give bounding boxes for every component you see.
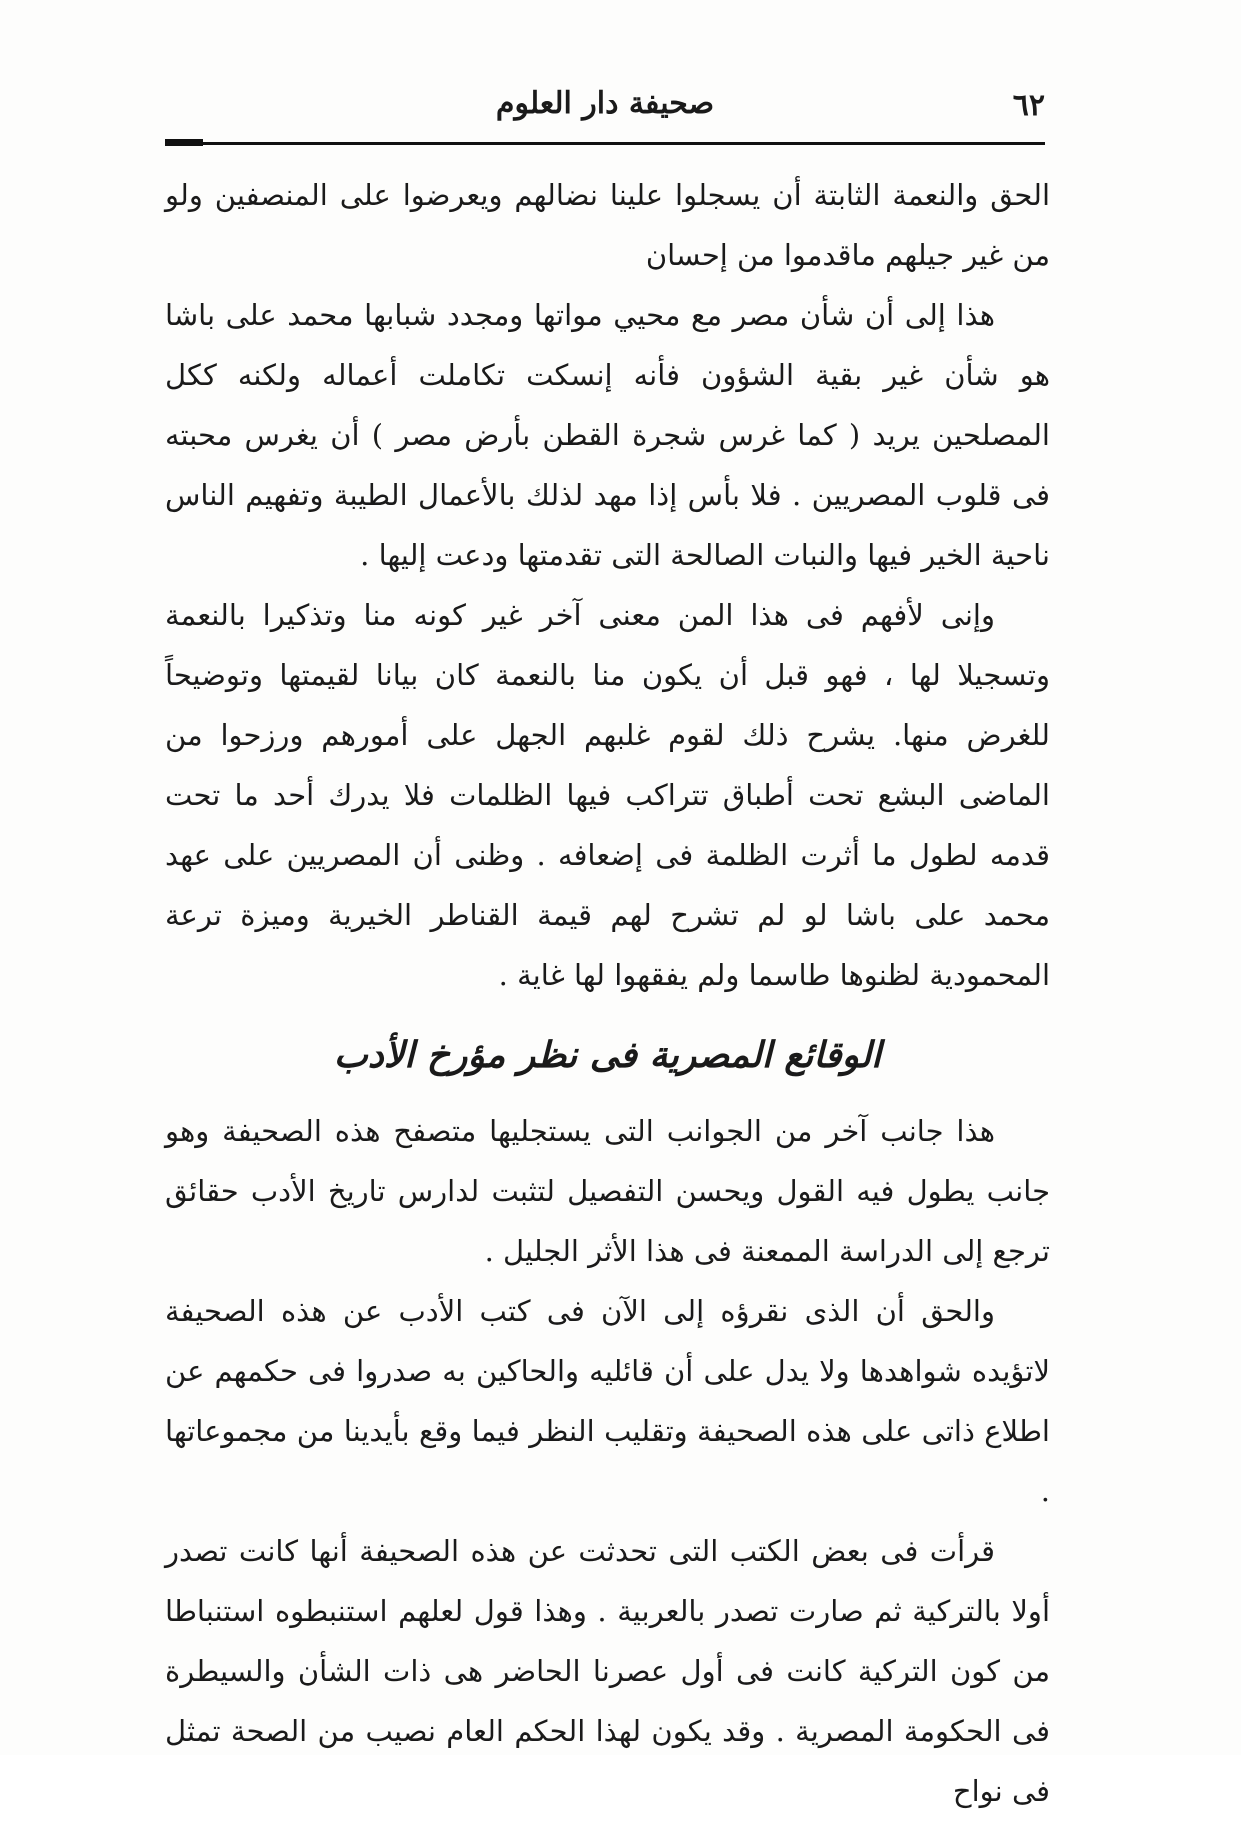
- paragraph: هذا إلى أن شأن مصر مع محيي مواتها ومجدد شبابها محمد على باشا هو شأن غير بقية الشؤون فأنه إنسكت تكاملت أعماله ولكنه ككل المصلحين يريد ( كما غرس شجرة القطن بأرض مصر ) أن يغرس محبته فى قلوب المصريين . فلا بأس إذا مهد لذلك بالأعمال الطيبة وتفهيم الناس ناحية الخير فيها والنبات الصالحة التى تقدمتها ودعت إليها .: [165, 298, 1050, 572]
- paragraph: قرأت فى بعض الكتب التى تحدثت عن هذه الصحيفة أنها كانت تصدر أولا بالتركية ثم صارت تصدر بالعربية . وهذا قول لعلهم استنبطوه استنباطا من كون التركية كانت فى أول عصرنا الحاضر هى ذات الشأن والسيطرة فى الحكومة المصرية . وقد يكون لهذا الحكم العام نصيب من الصحة تمثل فى نواح: [165, 1534, 1050, 1808]
- paragraph: الحق والنعمة الثابتة أن يسجلوا علينا نضالهم ويعرضوا على المنصفين ولو من غير جيلهم ماقدموا من إحسان: [165, 178, 1050, 272]
- header-rule: [165, 142, 1045, 145]
- paragraph: والحق أن الذى نقرؤه إلى الآن فى كتب الأدب عن هذه الصحيفة لاتؤيده شواهدها ولا يدل على أن قائليه والحاكين به صدروا فى حكمهم عن اطلاع ذاتى على هذه الصحيفة وتقليب النظر فيما وقع بأيدينا من مجموعاتها .: [165, 1294, 1050, 1508]
- page-number: ٦٢: [1012, 88, 1045, 123]
- body-text: [165, 165, 1050, 1821]
- header-rule-tick: [165, 139, 203, 146]
- page-header: [165, 82, 1045, 132]
- section-heading: الوقائع المصرية فى نظر مؤرخ الأدب: [333, 1034, 882, 1076]
- paragraph: هذا جانب آخر من الجوانب التى يستجليها متصفح هذه الصحيفة وهو جانب يطول فيه القول ويحسن التفصيل لتثبت لدارس تاريخ الأدب حقائق ترجع إلى الدراسة الممعنة فى هذا الأثر الجليل .: [165, 1114, 1050, 1268]
- paragraph: وإنى لأفهم فى هذا المن معنى آخر غير كونه منا وتذكيرا بالنعمة وتسجيلا لها ، فهو قبل أن يكون منا بالنعمة كان بيانا لقيمتها وتوضيحاً للغرض منها. يشرح ذلك لقوم غلبهم الجهل على أمورهم ورزحوا من الماضى البشع تحت أطباق تتراكب فيها الظلمات فلا يدرك أحد ما تحت قدمه لطول ما أثرت الظلمة فى إضعافه . وظنى أن المصريين على عهد محمد على باشا لو لم تشرح لهم قيمة القناطر الخيرية وميزة ترعة المحمودية لظنوها طاسما ولم يفقهوا لها غاية .: [165, 598, 1050, 992]
- running-title: صحيفة دار العلوم: [495, 86, 715, 121]
